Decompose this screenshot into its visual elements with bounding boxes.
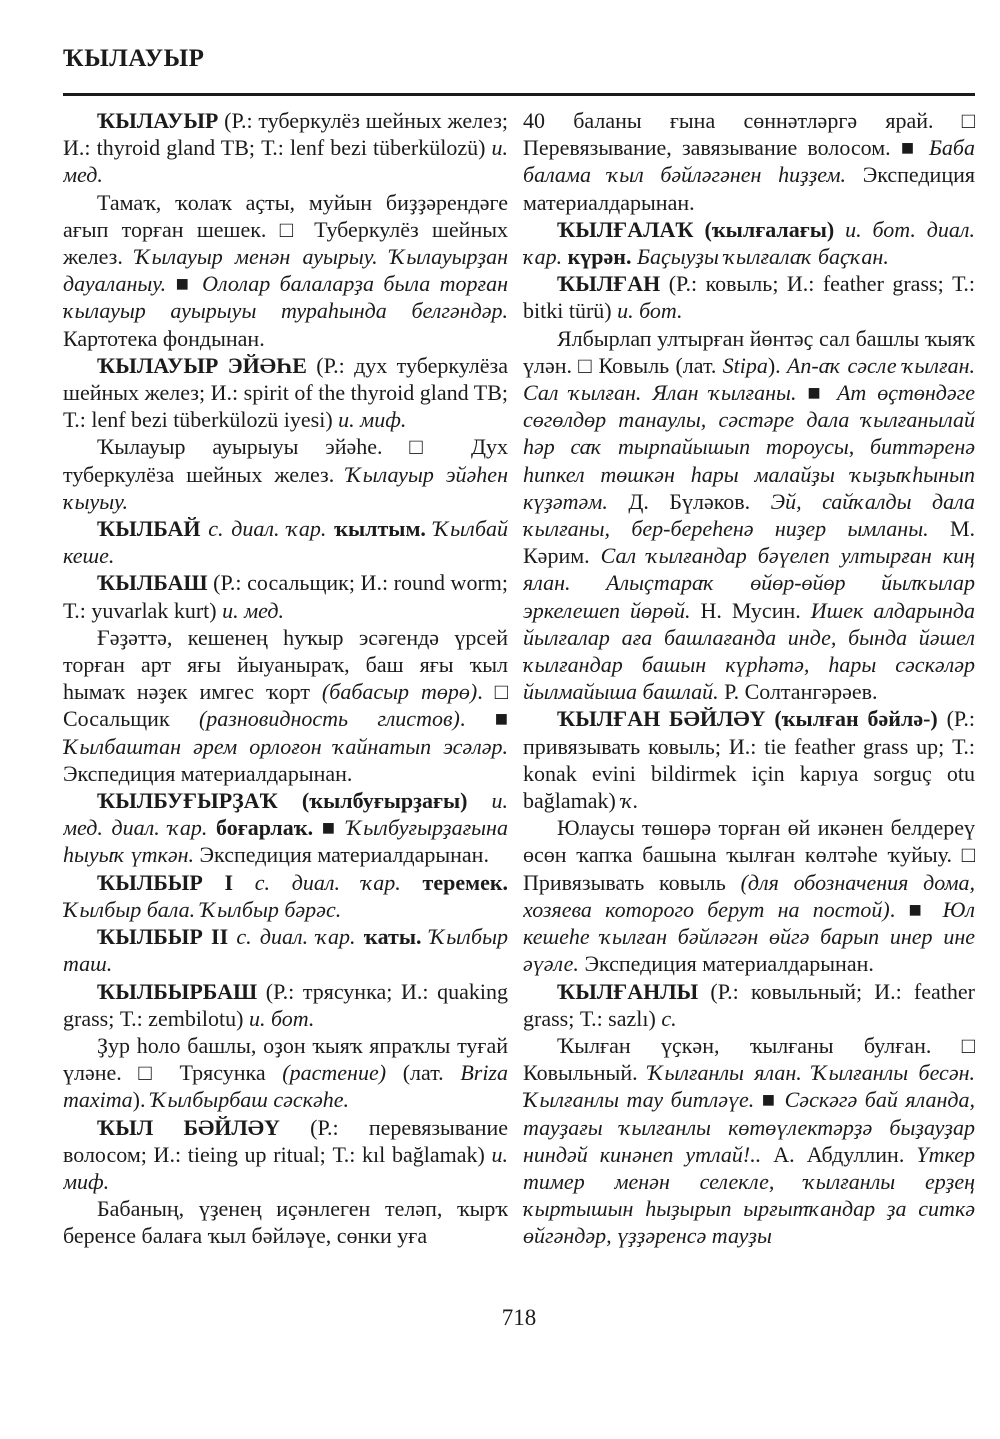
italic-text-run: Ҡылбырбаш сәскәһе.: [150, 1087, 349, 1113]
regular-text-run: Р. Солтангәрәев.: [724, 679, 878, 705]
left-column: [63, 107, 508, 1313]
bold-text-run: ҠЫЛБУҒЫРҘАҠ (ҡылбуғырҙағы): [97, 788, 492, 814]
italic-text-run: ҡ.: [621, 788, 639, 814]
dictionary-paragraph: [523, 216, 975, 270]
regular-text-run: ■: [321, 815, 347, 841]
bold-text-run: ҠЫЛБЫРБАШ: [97, 978, 266, 1004]
page-number: 718: [501, 1305, 537, 1330]
right-column: [523, 107, 975, 1313]
italic-text-run: Stipa: [722, 352, 768, 378]
regular-text-run: Ҡылауыр ауырыуы эйәһе. □ Дух туберкулёза шейных желез.: [63, 434, 508, 487]
regular-text-run: Д. Бүләков.: [628, 488, 771, 514]
bold-text-run: күрән.: [567, 244, 637, 270]
regular-text-run: ■: [807, 380, 837, 406]
regular-text-run: ).: [132, 1087, 151, 1113]
regular-text-run: ).: [767, 352, 787, 378]
italic-text-run: Ҡылбаштан әрем орлоғон ҡайнатып эсәләр.: [63, 733, 508, 759]
italic-text-run: Ап-аҡ сәсле ҡылған. Сал ҡылған. Ялан ҡылғаны.: [523, 352, 975, 406]
italic-text-run: и. мед. диал. ҡар.: [63, 788, 508, 841]
header-rule: [63, 93, 975, 96]
regular-text-run: . ■: [459, 706, 508, 732]
dictionary-paragraph: [63, 1032, 508, 1114]
regular-text-run: Юлаусы төшөрә торған өй икәнен белдереү өсөн ҡапҡа башына ҡылған көлтәһе ҡуйыу. □ Привязывать ковыль: [523, 815, 975, 895]
bold-text-run: ҠЫЛБАЙ: [97, 516, 209, 542]
italic-text-run: с. диал. ҡар.: [254, 869, 423, 895]
regular-text-run: ■: [761, 1087, 785, 1113]
bold-text-run: ҡылтым.: [334, 516, 434, 542]
dictionary-paragraph: [523, 978, 975, 1032]
italic-text-run: (для обозначения дома, хозяева которого берут на постой): [523, 869, 975, 922]
bold-text-run: ҠЫЛАУЫР: [97, 108, 225, 133]
bold-text-run: боғарлаҡ.: [216, 815, 322, 841]
italic-text-run: Үткер тимер менән селекле, ҡылғанлы ерҙең ҡыртышын һыҙырып ырғытҡандар ҙа ситкә өйгәндәр, үҙҙәренсә тауҙы: [523, 1141, 975, 1249]
running-head-title: ҠЫЛАУЫР: [63, 45, 205, 72]
italic-text-run: Баба балама ҡыл бәйләгәнен һиҙҙем.: [523, 135, 975, 188]
regular-text-run: 40 баланы ғына сөннәтләргә ярай. □ Перевязывание, завязывание волосом. ■: [523, 108, 975, 161]
italic-text-run: Ҡылауыр эйәһен ҡыуыу.: [63, 461, 508, 514]
regular-text-run: Тамаҡ, ҡолаҡ аҫты, муйын биҙҙәрендәге ағып торған шешек. □ Туберкулёз шейных желез.: [63, 189, 508, 270]
regular-text-run: (лат.: [402, 1060, 461, 1086]
italic-text-run: Ҡылбыр бала. Ҡылбыр бәрәс.: [63, 896, 342, 922]
italic-text-run: (разновидность глистов): [198, 706, 460, 732]
italic-text-run: (растение): [282, 1060, 403, 1086]
italic-text-run: Ҡылғанлы ялан. Ҡылғанлы бесән. Ҡылғанлы тау битләүе.: [523, 1060, 975, 1113]
italic-text-run: Ҡылбай кеше.: [63, 516, 508, 569]
regular-text-run: М. Кәрим.: [523, 516, 975, 569]
dictionary-paragraph: [63, 787, 508, 869]
italic-text-run: Сал ҡылғандар бәүелеп ултырған киң ялан. Алыҫтараҡ өйөр-өйөр йылҡылар эркелешеп йөрөй.: [523, 543, 975, 623]
italic-text-run: с. диал. ҡар.: [208, 516, 335, 542]
regular-text-run: (Р.: перевязывание волосом; И.: tieing up ritual; Т.: kıl bağlamak): [63, 1114, 508, 1167]
italic-text-run: с. диал. ҡар.: [236, 924, 364, 950]
dictionary-paragraph: [63, 352, 508, 434]
bold-text-run: ҠЫЛБЫР I: [97, 869, 255, 895]
italic-text-run: Эй, сайҡалды дала ҡылғаны, бер-береһенә ниҙер ымланы.: [523, 488, 975, 542]
dictionary-paragraph: [523, 325, 975, 706]
italic-text-run: Ололар балаларҙа была торған ҡылауыр ауырыуы тураһында белгәндәр.: [63, 271, 508, 324]
dictionary-paragraph: [63, 569, 508, 623]
bold-text-run: ҠЫЛҒАН: [557, 271, 669, 297]
dictionary-paragraph: [523, 814, 975, 977]
regular-text-run: (Р.: ковыльный; И.: feather grass; Т.: sazlı): [523, 978, 975, 1031]
regular-text-run: (Р.: ковыль; И.: feather grass; Т.: bitki türü): [523, 271, 975, 324]
bold-text-run: ҠЫЛАУЫР ЭЙӘҺЕ: [97, 352, 317, 378]
italic-text-run: и. мед.: [63, 135, 508, 188]
bold-text-run: ҠЫЛБЫР II: [97, 924, 237, 950]
bold-text-run: ҠЫЛ БӘЙЛӘҮ: [97, 1114, 311, 1140]
italic-text-run: и. мед.: [222, 597, 284, 623]
italic-text-run: Баҫыуҙы ҡылғалаҡ баҫҡан.: [636, 244, 889, 270]
regular-text-run: Экспедиция материалдарынан.: [199, 842, 489, 868]
regular-text-run: (Р.: туберкулёз шейных желез; И.: thyroid gland TB; Т.: lenf bezi tüberkülozü): [63, 108, 508, 161]
dictionary-paragraph: [63, 433, 508, 515]
dictionary-paragraph: [63, 107, 508, 189]
regular-text-run: Ҙур һоло башлы, оҙон ҡыяҡ япраҡлы туғай үләне. □ Трясунка: [63, 1032, 508, 1086]
regular-text-run: Картотека фондынан.: [63, 325, 265, 351]
dictionary-paragraph: [63, 189, 508, 352]
regular-text-run: (Р.: трясунка; И.: quaking grass; Т.: zembilotu): [63, 978, 508, 1031]
italic-text-run: (бабасыр төрө): [321, 679, 478, 705]
bold-text-run: ҠЫЛҒАНЛЫ: [557, 978, 711, 1004]
italic-text-run: и. бот.: [617, 298, 683, 324]
italic-text-run: Ҡылбуғырҙағына һыуыҡ үткән.: [63, 815, 508, 868]
regular-text-run: (Р.: дух туберкулёза шейных желез; И.: spirit of the thyroid gland TB; Т.: lenf bezi tüberkülozü iyesi): [63, 352, 508, 433]
dictionary-paragraph: [523, 1032, 975, 1250]
dictionary-paragraph: [63, 515, 508, 569]
regular-text-run: Экспедиция материалдарынан.: [584, 951, 874, 977]
regular-text-run: Ҡылған үҫкән, ҡылғаны булған. □ Ковыльный.: [523, 1032, 975, 1086]
italic-text-run: Ҡылауыр менән ауырыу. Ҡылауырҙан дауаланыу.: [63, 244, 508, 297]
regular-text-run: Н. Мусин.: [700, 597, 811, 623]
regular-text-run: . ■: [889, 896, 943, 922]
regular-text-run: Бабаның, үҙенең иҫәнлеген теләп, ҡырҡ беренсе балаға ҡыл бәйләүе, сөнки уға: [63, 1196, 508, 1249]
dictionary-paragraph: [523, 107, 975, 216]
bold-text-run: ҠЫЛБАШ: [97, 570, 214, 596]
italic-text-run: Юл кешеһе ҡылған бәйләгән өйгә барып инер ине әүәле.: [523, 896, 975, 977]
regular-text-run: (Р.: сосальщик; И.: round worm; Т.: yuvarlak kurt): [63, 570, 508, 623]
italic-text-run: и. миф.: [338, 407, 407, 433]
regular-text-run: ■: [175, 271, 203, 297]
italic-text-run: Ишек алдарында йылғалар аға башлағанда инде, бында йәшел ҡылғандар башын күрһәтә, һары сәскәләр йылмайыша башлай.: [523, 597, 975, 705]
regular-text-run: (Р.: привязывать ковыль; И.: tie feather grass up; Т.: konak evini bildirmek için kapıya sorguç otu bağlamak): [523, 706, 975, 814]
dictionary-paragraph: [63, 624, 508, 787]
dictionary-paragraph: [63, 869, 508, 923]
dictionary-paragraph: [523, 705, 975, 814]
dictionary-paragraph: [63, 1195, 508, 1249]
italic-text-run: и. бот.: [248, 1005, 315, 1031]
italic-text-run: и. миф.: [63, 1141, 508, 1194]
italic-text-run: и. бот. диал. ҡар.: [523, 216, 975, 270]
bold-text-run: ҠЫЛҒАН БӘЙЛӘҮ (ҡылған бәйлә-): [557, 706, 947, 732]
regular-text-run: Ялбырлап ултырған йөнтәҫ сал башлы ҡыяҡ үлән. □ Ковыль (лат.: [523, 325, 975, 378]
regular-text-run: Экспедиция материалдарынан.: [523, 162, 975, 215]
regular-text-run: А. Абдуллин.: [773, 1141, 917, 1167]
italic-text-run: Сәскәгә бай яланда, тауҙағы ҡылғанлы көтөүлектәрҙә быҙауҙар ниндәй кинәнеп утлай!..: [523, 1087, 975, 1167]
italic-text-run: Ҡылбыр таш.: [63, 924, 508, 977]
bold-text-run: теремек.: [422, 869, 508, 895]
bold-text-run: ҠЫЛҒАЛАҠ (ҡылғалағы): [557, 216, 846, 242]
italic-text-run: с.: [661, 1005, 677, 1031]
dictionary-paragraph: [523, 270, 975, 324]
dictionary-paragraph: [63, 923, 508, 977]
dictionary-paragraph: [63, 978, 508, 1032]
bold-text-run: ҡаты.: [363, 924, 430, 950]
dictionary-paragraph: [63, 1114, 508, 1196]
regular-text-run: . □ Сосальщик: [63, 679, 508, 732]
italic-text-run: Ат өҫтөндәге сөгөлдөр танаулы, сәстәре дала ҡылғанылай һәр саҡ тырпайышып тороусы, биттәренә һипкел төшкән һары малайҙы ҡыҙыҡһынып күҙәтәм.: [523, 380, 975, 514]
regular-text-run: Экспедиция материалдарынан.: [63, 760, 353, 786]
italic-text-run: Briza maxima: [63, 1060, 508, 1113]
regular-text-run: Ғәҙәттә, кешенең һуҡыр эсәгендә үрсей торған арт яғы йыуаныраҡ, баш яғы ҡыл һымаҡ нәҙек имгес ҡорт: [63, 624, 508, 705]
